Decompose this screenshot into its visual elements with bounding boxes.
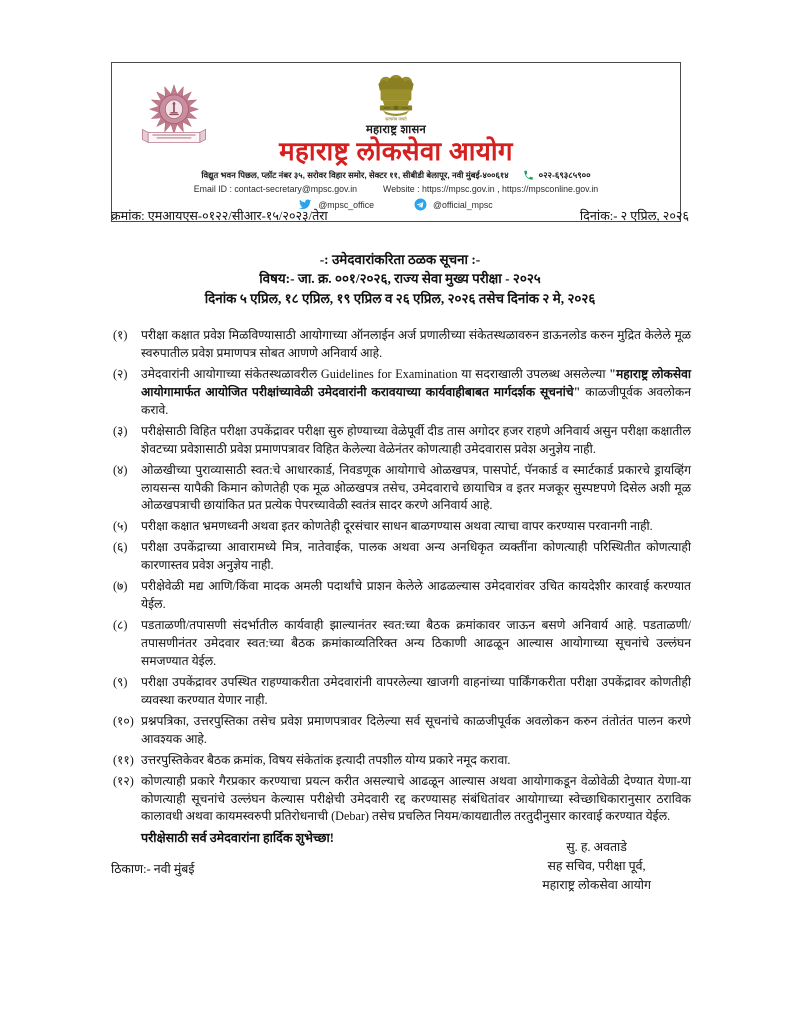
phone-chunk [523, 169, 591, 181]
clause-text: परीक्षा कक्षात प्रवेश मिळविण्यासाठी आयोगाच्या ऑनलाईन अर्ज प्रणालीच्या संकेतस्थळावरुन डाऊनलोड करुन मुद्रित केलेले मूळ स्वरुपातील प्रवेश प्रमाणपत्र सोबत आणणे अनिवार्य आहे. [141, 328, 691, 360]
clause-item [111, 462, 691, 516]
clause-text-post: तसेच प्रचलित नियम/कायद्यातील तरतुदीनुसार कारवाई करण्यात येईल. [368, 809, 671, 824]
place-line: ठिकाण:- नवी मुंबई [111, 862, 195, 876]
notice-heading: -: उमेदवारांकरिता ठळक सूचना :- [319, 252, 481, 267]
reference-row [111, 207, 689, 224]
ashoka-pillar-emblem-icon [374, 73, 418, 123]
best-wishes-line: परीक्षेसाठी सर्व उमेदवारांना हार्दिक शुभेच्छा! [141, 831, 334, 846]
twitter-handle: @mpsc_office [318, 199, 375, 210]
organisation-title: महाराष्ट्र लोकसेवा आयोग [279, 136, 513, 166]
clause-item [111, 773, 691, 827]
clause-number: (६) [113, 540, 128, 555]
clause-text: परीक्षा उपकेंद्रावर उपस्थित राहण्याकरीता उमेदवारांनी वापरलेल्या खाजगी वाहनांच्या पार्किंगकरीता परीक्षा उपकेंद्रावर कोणतीही व्यवस्था करण्यात येणार नाही. [141, 674, 691, 707]
subject-line: विषय:- जा. क्र. ००१/२०२६, राज्य सेवा मुख्य परीक्षा - २०२५ [259, 271, 541, 287]
clause-number: (१०) [113, 713, 134, 728]
clause-list [111, 327, 691, 846]
address-line: विद्युत भवन पिछल, प्लॉट नंबर ३५, सरोवर विहार समोर, सेक्टर ११, सीबीडी बेलापूर, नवी मुंबई-४००६१४ [201, 169, 509, 180]
clause-number: (७) [113, 579, 128, 594]
clause-item [111, 423, 691, 459]
email-label: Email ID : contact-secretary@mpsc.gov.in [193, 184, 358, 195]
clause-number: (१२) [113, 773, 134, 788]
clause-text: परीक्षा कक्षात भ्रमणध्वनी अथवा इतर कोणतेही दूरसंचार साधन बाळगण्यास अथवा त्याचा वापर करण्यास परवानगी नाही. [141, 519, 653, 534]
exam-dates-line: दिनांक ५ एप्रिल, १८ एप्रिल, १९ एप्रिल व २६ एप्रिल, २०२६ तसेच दिनांक २ मे, २०२६ [204, 290, 596, 306]
clause-text-bold: "महाराष्ट्र लोकसेवा आयोगामार्फत आयोजित परीक्षांच्यावेळी उमेदवारांनी करावयाच्या कार्यवाहीबाबत मार्गदर्शक सूचनांचे" [141, 366, 692, 399]
clause-text: ओळखीच्या पुराव्यासाठी स्वत:चे आधारकार्ड, निवडणूक आयोगाचे ओळखपत्र, पासपोर्ट, पॅनकार्ड व स्मार्टकार्ड प्रकारचे ड्रायव्हिंग लायसन्स यापैकी किमान कोणतेही एक मूळ ओळखपत्र तसेच, उमेदवाराचे छायाचित्र व इतर मजकूर सुस्पष्टपणे दिसेल अशी मूळ ओळखपत्राची छायांकित प्रत प्रत्येक पेपरच्यावेळी स्वतंत्र सादर करणे अनिवार्य आहे. [141, 462, 691, 513]
clause-text: पडताळणी/तपासणी संदर्भातील कार्यवाही झाल्यानंतर स्वत:च्या बैठक क्रमांकावर जाऊन बसणे अनिवार्य आहे. पडताळणी/तपासणीनंतर उमेदवार स्वत:च्या बैठक क्रमांकाव्यतिरिक्त अन्य ठिकाणी आढळून आल्यास आयोगाच्या सूचनांचे उल्लंघन समजण्यात येईल. [141, 618, 691, 668]
clause-text: प्रश्नपत्रिका, उत्तरपुस्तिका तसेच प्रवेश प्रमाणपत्रावर दिलेल्या सर्व सूचनांचे काळजीपूर्वक अवलोकन करुन तंतोतंत पालन करणे आवश्यक आहे. [141, 713, 691, 746]
clause-number: (९) [113, 674, 128, 689]
clause-text-latin: Guidelines for Examination [320, 366, 458, 381]
clause-text: उत्तरपुस्तिकेवर बैठक क्रमांक, विषय संकेतांक इत्यादी तपशील योग्य प्रकारे नमूद करावा. [141, 752, 511, 767]
clause-text-latin: (Debar) [331, 809, 369, 824]
clause-text-post: काळजीपूर्वक अवलोकन करावे. [141, 384, 691, 417]
clause-number: (१) [113, 328, 128, 342]
letterhead-box [111, 62, 681, 222]
clause-text: परीक्षा उपकेंद्राच्या आवारामध्ये मित्र, नातेवाईक, पालक अथवा अन्य अनधिकृत व्यक्तींना कोणत्याही परिस्थितीत कोणत्याही कारणास्तव प्रवेश अनुज्ञेय नाही. [141, 540, 691, 573]
clause-item [111, 713, 691, 749]
phone-number: ०२२-६९३८५९०० [538, 170, 591, 181]
telegram-handle: @official_mpsc [433, 199, 493, 210]
clause-text-pre: उमेदवारांनी आयोगाच्या संकेतस्थळावरील [141, 366, 321, 381]
clause-item [111, 366, 691, 420]
signer-organisation: महाराष्ट्र लोकसेवा आयोग [542, 878, 651, 893]
signer-name: सु. ह. अवताडे [566, 840, 627, 854]
clause-text [141, 773, 691, 827]
clause-item [111, 539, 691, 575]
signer-designation: सह सचिव, परीक्षा पूर्व, [547, 859, 646, 874]
clause-item [111, 617, 691, 671]
clause-text: परीक्षेसाठी विहित परीक्षा उपकेंद्रावर परीक्षा सुरु होण्याच्या वेळेपूर्वी दीड तास अगोदर हजर राहणे अनिवार्य असुन परीक्षा कक्षातील शेवटच्या प्रवेशासाठी प्रवेश प्रमाणपत्रावर विहित केलेल्या वेळेनंतर कोणत्याही उमेदवारास प्रवेश अनुज्ञेय नाही. [141, 423, 691, 456]
title-block [111, 250, 689, 308]
clause-number: (११) [113, 752, 134, 767]
clause-item [111, 578, 691, 614]
clause-text-pre: कोणत्याही प्रकारे गैरप्रकार करण्याचा प्रयत्न करीत असल्याचे आढळून आल्यास अथवा आयोगाकडून वेळोवेळी देण्यात येणा-या कोणत्याही सूचनांचे उल्लंघन केल्यास परीक्षेची उमेदवारी रद्द करण्यासह संबंधितांवर आयोगाच्या स्वेच्छाधिकारानुसार ठराविक कालावधी अथवा कायमस्वरुपी प्रतिरोधनाची [141, 773, 691, 824]
signature-row [111, 838, 689, 896]
clause-number: (८) [113, 618, 128, 633]
clause-number: (२) [113, 366, 128, 381]
address-row [122, 169, 670, 181]
clause-number: (३) [113, 423, 128, 438]
reference-number: क्रमांक: एमआयएस-०१२२/सीआर-१५/२०२३/तेरा [111, 209, 328, 223]
reference-date: दिनांक:- २ एप्रिल, २०२६ [579, 209, 689, 223]
clause-number: (५) [113, 519, 128, 534]
govt-line: महाराष्ट्र शासन [365, 124, 427, 136]
mpsc-seal-icon [136, 79, 212, 151]
clause-text-mid: या सदराखाली उपलब्ध असलेल्या [457, 366, 610, 381]
clause-text [141, 366, 691, 420]
clause-text: परीक्षेवेळी मद्य आणि/किंवा मादक अमली पदार्थांचे प्राशन केलेले आढळल्यास उमेदवारांवर उचित कायदेशीर कारवाई करण्यात येईल. [141, 579, 691, 612]
clause-number: (४) [113, 462, 128, 477]
svg-text:सत्यमेव जयते: सत्यमेव जयते [385, 116, 407, 122]
clause-item [111, 752, 691, 770]
letterhead-top [122, 71, 670, 211]
clause-item [111, 327, 691, 363]
clause-item [111, 518, 691, 536]
contact-row [122, 184, 670, 194]
signer-block [542, 838, 689, 896]
clause-item [111, 674, 691, 710]
phone-icon [523, 170, 534, 181]
website-label: Website : https://mpsc.gov.in , https://mpsconline.gov.in [383, 184, 599, 195]
